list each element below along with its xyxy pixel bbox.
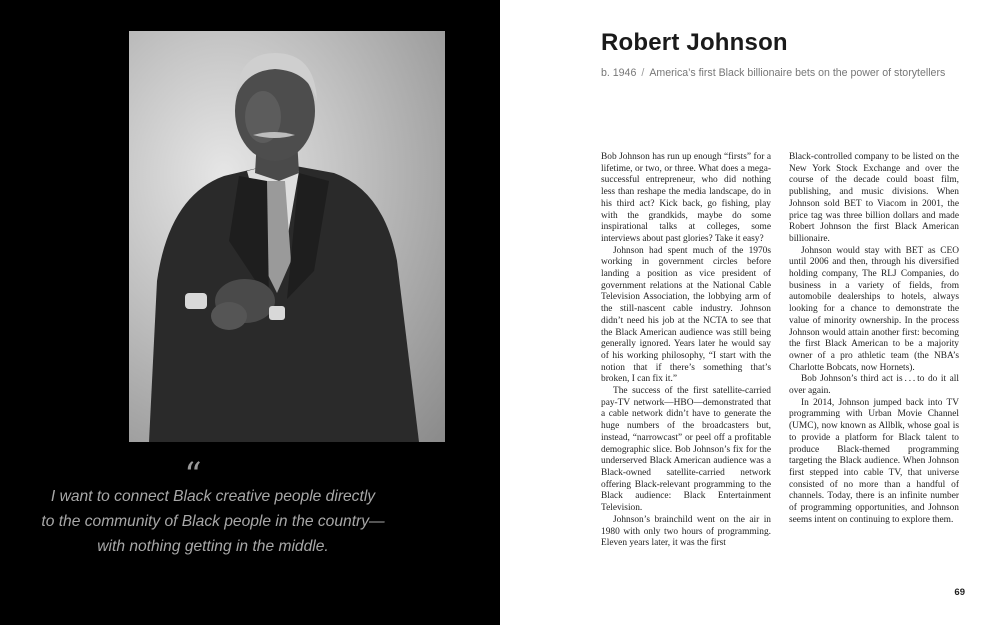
pull-quote-line: I want to connect Black creative people directly bbox=[50, 488, 376, 505]
paragraph: Johnson’s brainchild went on the air in 1980 with only two hours of programming. Eleven years later, it was the first bbox=[601, 514, 771, 549]
tagline: America’s first Black billionaire bets on the power of storytellers bbox=[649, 67, 946, 79]
quote-mark: “ bbox=[184, 455, 202, 495]
page-title: Robert Johnson bbox=[601, 29, 788, 56]
paragraph: Johnson would stay with BET as CEO until 2006 and then, through his diversified holding company, The RLJ Companies, do business in a variety of fields, from automobile dealerships to hotels, always looking for a chance to demonstrate the value of minority ownership. In the process Johnson would attain another first: becoming the first Black American to be a majority owner of a pro athletic team (the NBA’s Charlotte Bobcats, now Hornets). bbox=[789, 245, 959, 373]
page-number: 69 bbox=[954, 587, 965, 598]
pull-quote-line: with nothing getting in the middle. bbox=[97, 538, 329, 555]
paragraph: Bob Johnson’s third act is . . . to do it all over again. bbox=[789, 374, 959, 397]
text-column-2 bbox=[789, 152, 959, 527]
subtitle-separator: / bbox=[641, 67, 645, 79]
paragraph: In 2014, Johnson jumped back into TV programming with Urban Movie Channel (UMC), now known as Allblk, whose goal is to provide a platform for Black talent to produce Black-themed programming targeting the Black audience. When Johnson first stepped into cable TV, that universe consisted of no more than a handful of channels. Today, there is an infinite number of programming opportunities, and Johnson seems intent on continuing to explore them. bbox=[789, 397, 959, 525]
right-page bbox=[500, 0, 1000, 625]
paragraph: The success of the first satellite-carried pay-TV network—HBO—demonstrated that a cable network didn’t have to generate the huge numbers of the broadcasters but, instead, “narrowcast” or peel off a profitable demographic slice. Bob Johnson’s fix for the underserved Black American audience was a Black-owned satellite-carried network offering Black-relevant programming to the Black audience: Black Entertainment Television. bbox=[601, 386, 771, 514]
text-column-1 bbox=[601, 152, 771, 550]
paragraph: Johnson had spent much of the 1970s working in government circles before landing a position as vice president of government relations at the National Cable Television Association, the lobbying arm of the still-nascent cable industry. Johnson didn’t need his job at the NCTA to see that the Black American audience was still being generally ignored. Years later he would say of his working philosophy, “I start with the notion that if there’s something that’s broken, I can fix it.” bbox=[601, 245, 771, 385]
portrait-illustration bbox=[129, 31, 445, 442]
pull-quote bbox=[40, 484, 386, 559]
paragraph: Black-controlled company to be listed on the New York Stock Exchange and over the course of the decade could boast film, publishing, and music divisions. When Johnson sold BET to Viacom in 2001, the price tag was three billion dollars and made Robert Johnson the first Black American billionaire. bbox=[789, 152, 959, 244]
paragraph: Bob Johnson has run up enough “firsts” for a lifetime, or two, or three. What does a mega-successful entrepreneur, who did nothing less than reshape the media landscape, do in his third act? Kick back, go fishing, play with the grandkids, maybe do some inspirational talks at colleges, some interviews about past glories? Take it easy? bbox=[601, 152, 771, 244]
birth-year: b. 1946 bbox=[601, 67, 637, 79]
pull-quote-line: to the community of Black people in the country— bbox=[41, 513, 385, 530]
portrait-photo bbox=[129, 31, 445, 442]
subtitle bbox=[601, 67, 945, 79]
